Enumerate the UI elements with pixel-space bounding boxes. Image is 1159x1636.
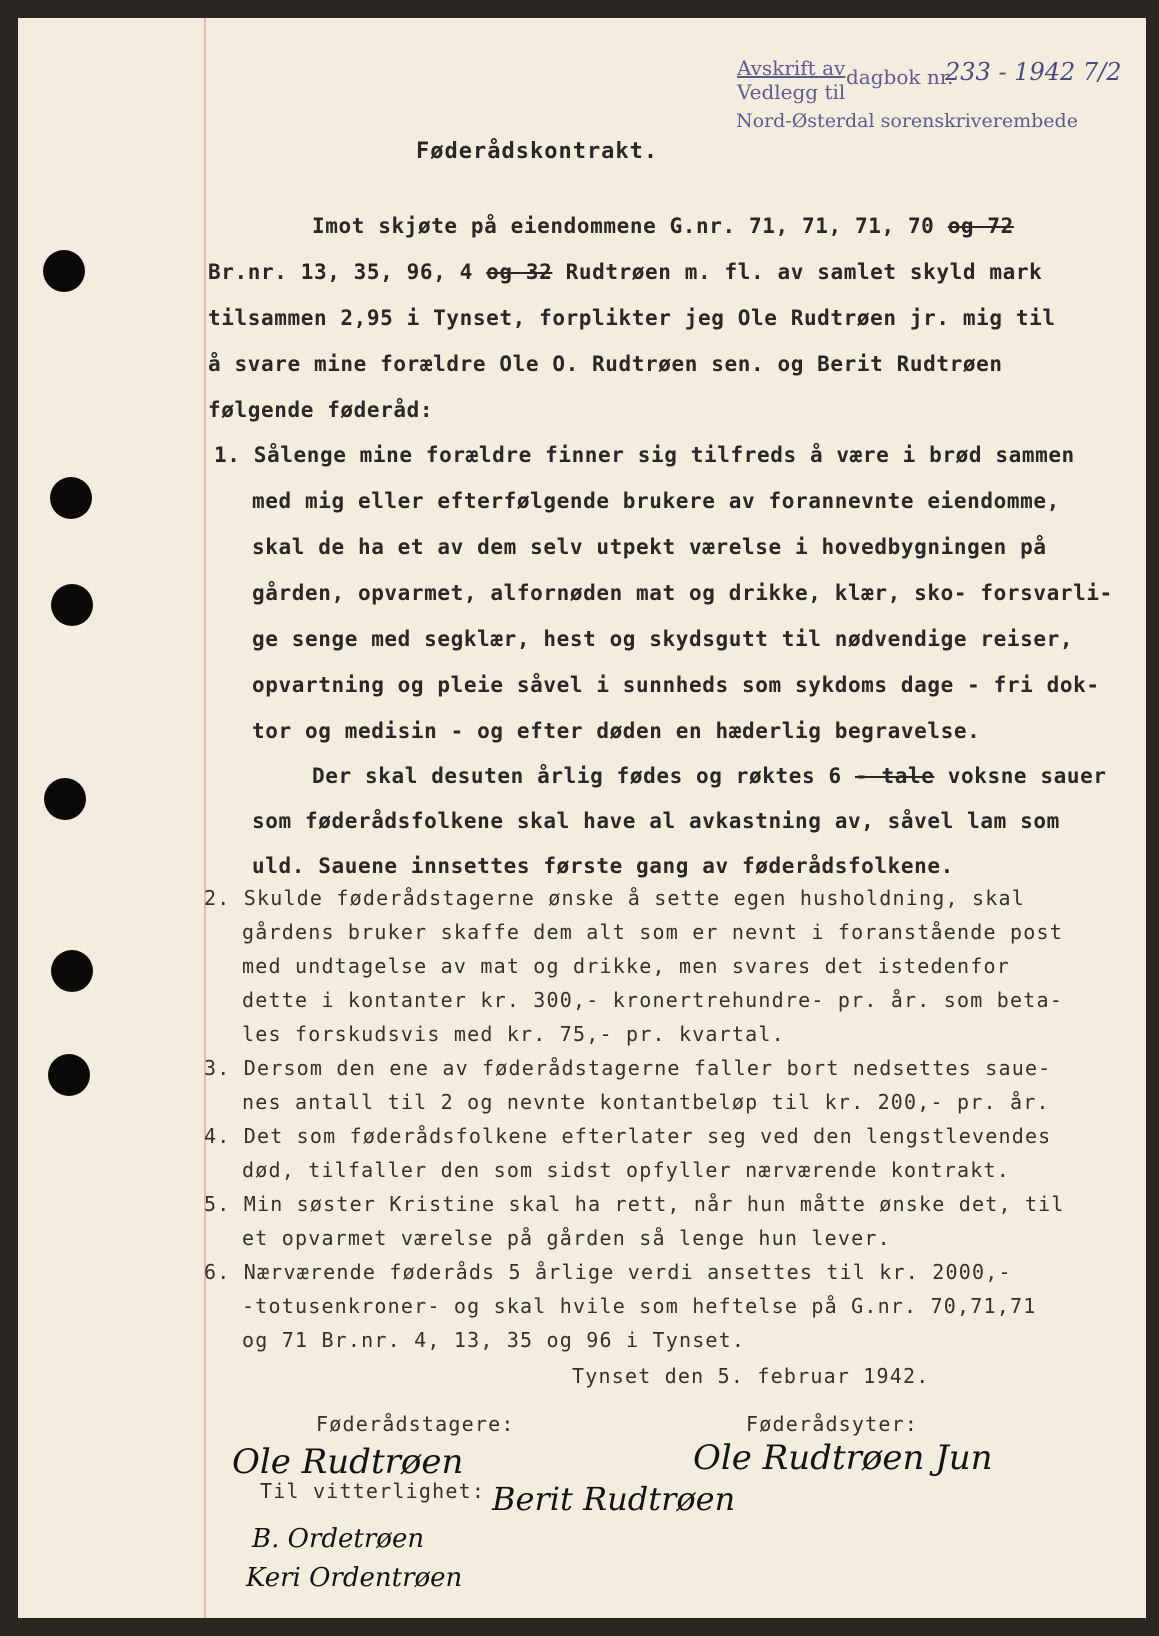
- text-line: tilsammen 2,95 i Tynset, forplikter jeg Ole Rudtrøen jr. mig til: [208, 306, 1056, 330]
- text-line: les forskudsvis med kr. 75,- pr. kvartal.: [242, 1022, 785, 1046]
- text-line: 6. Nærværende føderåds 5 årlige verdi ansettes til kr. 2000,-: [204, 1260, 1012, 1284]
- text-line: å svare mine forældre Ole O. Rudtrøen sen. og Berit Rudtrøen: [208, 352, 1003, 376]
- text-line: gårdens bruker skaffe dem alt som er nevnt i foranstående post: [242, 920, 1063, 944]
- signature-witness-1: B. Ordetrøen: [252, 1524, 425, 1554]
- text-line: med undtagelse av mat og drikke, men svares det istedenfor: [242, 954, 1010, 978]
- text-line: 4. Det som føderådsfolkene efterlater seg ved den lengstlevendes: [204, 1124, 1052, 1148]
- label-til-vitterlighet: Til vitterlighet:: [260, 1479, 486, 1503]
- punch-hole: [43, 250, 85, 292]
- text-line: 5. Min søster Kristine skal ha rett, når hun måtte ønske det, til: [204, 1192, 1065, 1216]
- date-line: Tynset den 5. februar 1942.: [572, 1364, 930, 1388]
- text-line: et opvarmet værelse på gården så lenge hun lever.: [242, 1226, 891, 1250]
- text-line: ge senge med segklær, hest og skydsgutt til nødvendige reiser,: [252, 627, 1074, 651]
- signature-ole-rudtroen-jun: Ole Rudtrøen Jun: [693, 1438, 993, 1478]
- stamp-avskrift: Avskrift av: [737, 56, 846, 80]
- signature-witness-2: Keri Ordentrøen: [246, 1563, 463, 1593]
- punch-hole: [51, 950, 93, 992]
- label-foderadsyter: Føderådsyter:: [746, 1412, 919, 1436]
- text-line: skal de ha et av dem selv utpekt værelse i hovedbygningen på: [252, 535, 1047, 559]
- text-line: 3. Dersom den ene av føderådstagerne faller bort nedsettes saue-: [204, 1056, 1052, 1080]
- text-line: nes antall til 2 og nevnte kontantbeløp til kr. 200,- pr. år.: [242, 1090, 1050, 1114]
- stamp-reference-number: 233 - 1942 7/2: [945, 58, 1122, 86]
- punch-hole: [50, 477, 92, 519]
- text-line: uld. Sauene innsettes første gang av føderådsfolkene.: [252, 854, 954, 878]
- text-line: død, tilfaller den som sidst opfyller nærværende kontrakt.: [242, 1158, 1010, 1182]
- text-line: Imot skjøte på eiendommene G.nr. 71, 71, 71, 70 og 72: [312, 214, 1014, 238]
- signature-berit-rudtroen: Berit Rudtrøen: [492, 1480, 736, 1518]
- text-line: og 71 Br.nr. 4, 13, 35 og 96 i Tynset.: [242, 1328, 746, 1352]
- text-line: som føderådsfolkene skal have al avkastning av, såvel lam som: [252, 809, 1060, 833]
- stamp-court-office: Nord-Østerdal sorenskriverembede: [736, 110, 1078, 132]
- text-line: -totusenkroner- og skal hvile som heftelse på G.nr. 70,71,71: [242, 1294, 1037, 1318]
- text-line: Der skal desuten årlig fødes og røktes 6 - tale voksne sauer: [312, 764, 1107, 788]
- text-line: følgende føderåd:: [208, 398, 434, 422]
- text-line: 2. Skulde føderådstagerne ønske å sette egen husholdning, skal: [204, 886, 1025, 910]
- text-line: 1. Sålenge mine forældre finner sig tilfreds å være i brød sammen: [214, 443, 1075, 467]
- punch-hole: [51, 584, 93, 626]
- stamp-dagbok: dagbok nr.: [846, 65, 954, 89]
- document-title: Føderådskontrakt.: [416, 139, 659, 164]
- text-line: med mig eller efterfølgende brukere av forannevnte eiendomme,: [252, 489, 1060, 513]
- margin-rule: [204, 18, 206, 1618]
- stamp-vedlegg: Vedlegg til: [737, 80, 846, 104]
- text-line: tor og medisin - og efter døden en hæderlig begravelse.: [252, 719, 981, 743]
- text-line: gården, opvarmet, alfornøden mat og drikke, klær, sko- forsvarli-: [252, 581, 1113, 605]
- label-foderadstagere: Føderådstagere:: [316, 1412, 515, 1436]
- text-line: dette i kontanter kr. 300,- kronertrehundre- pr. år. som beta-: [242, 988, 1063, 1012]
- signature-ole-rudtroen: Ole Rudtrøen: [232, 1442, 464, 1482]
- document-page: [18, 18, 1146, 1618]
- punch-hole: [48, 1054, 90, 1096]
- text-line: Br.nr. 13, 35, 96, 4 og 32 Rudtrøen m. fl. av samlet skyld mark: [208, 260, 1043, 284]
- punch-hole: [44, 778, 86, 820]
- text-line: opvartning og pleie såvel i sunnheds som sykdoms dage - fri dok-: [252, 673, 1100, 697]
